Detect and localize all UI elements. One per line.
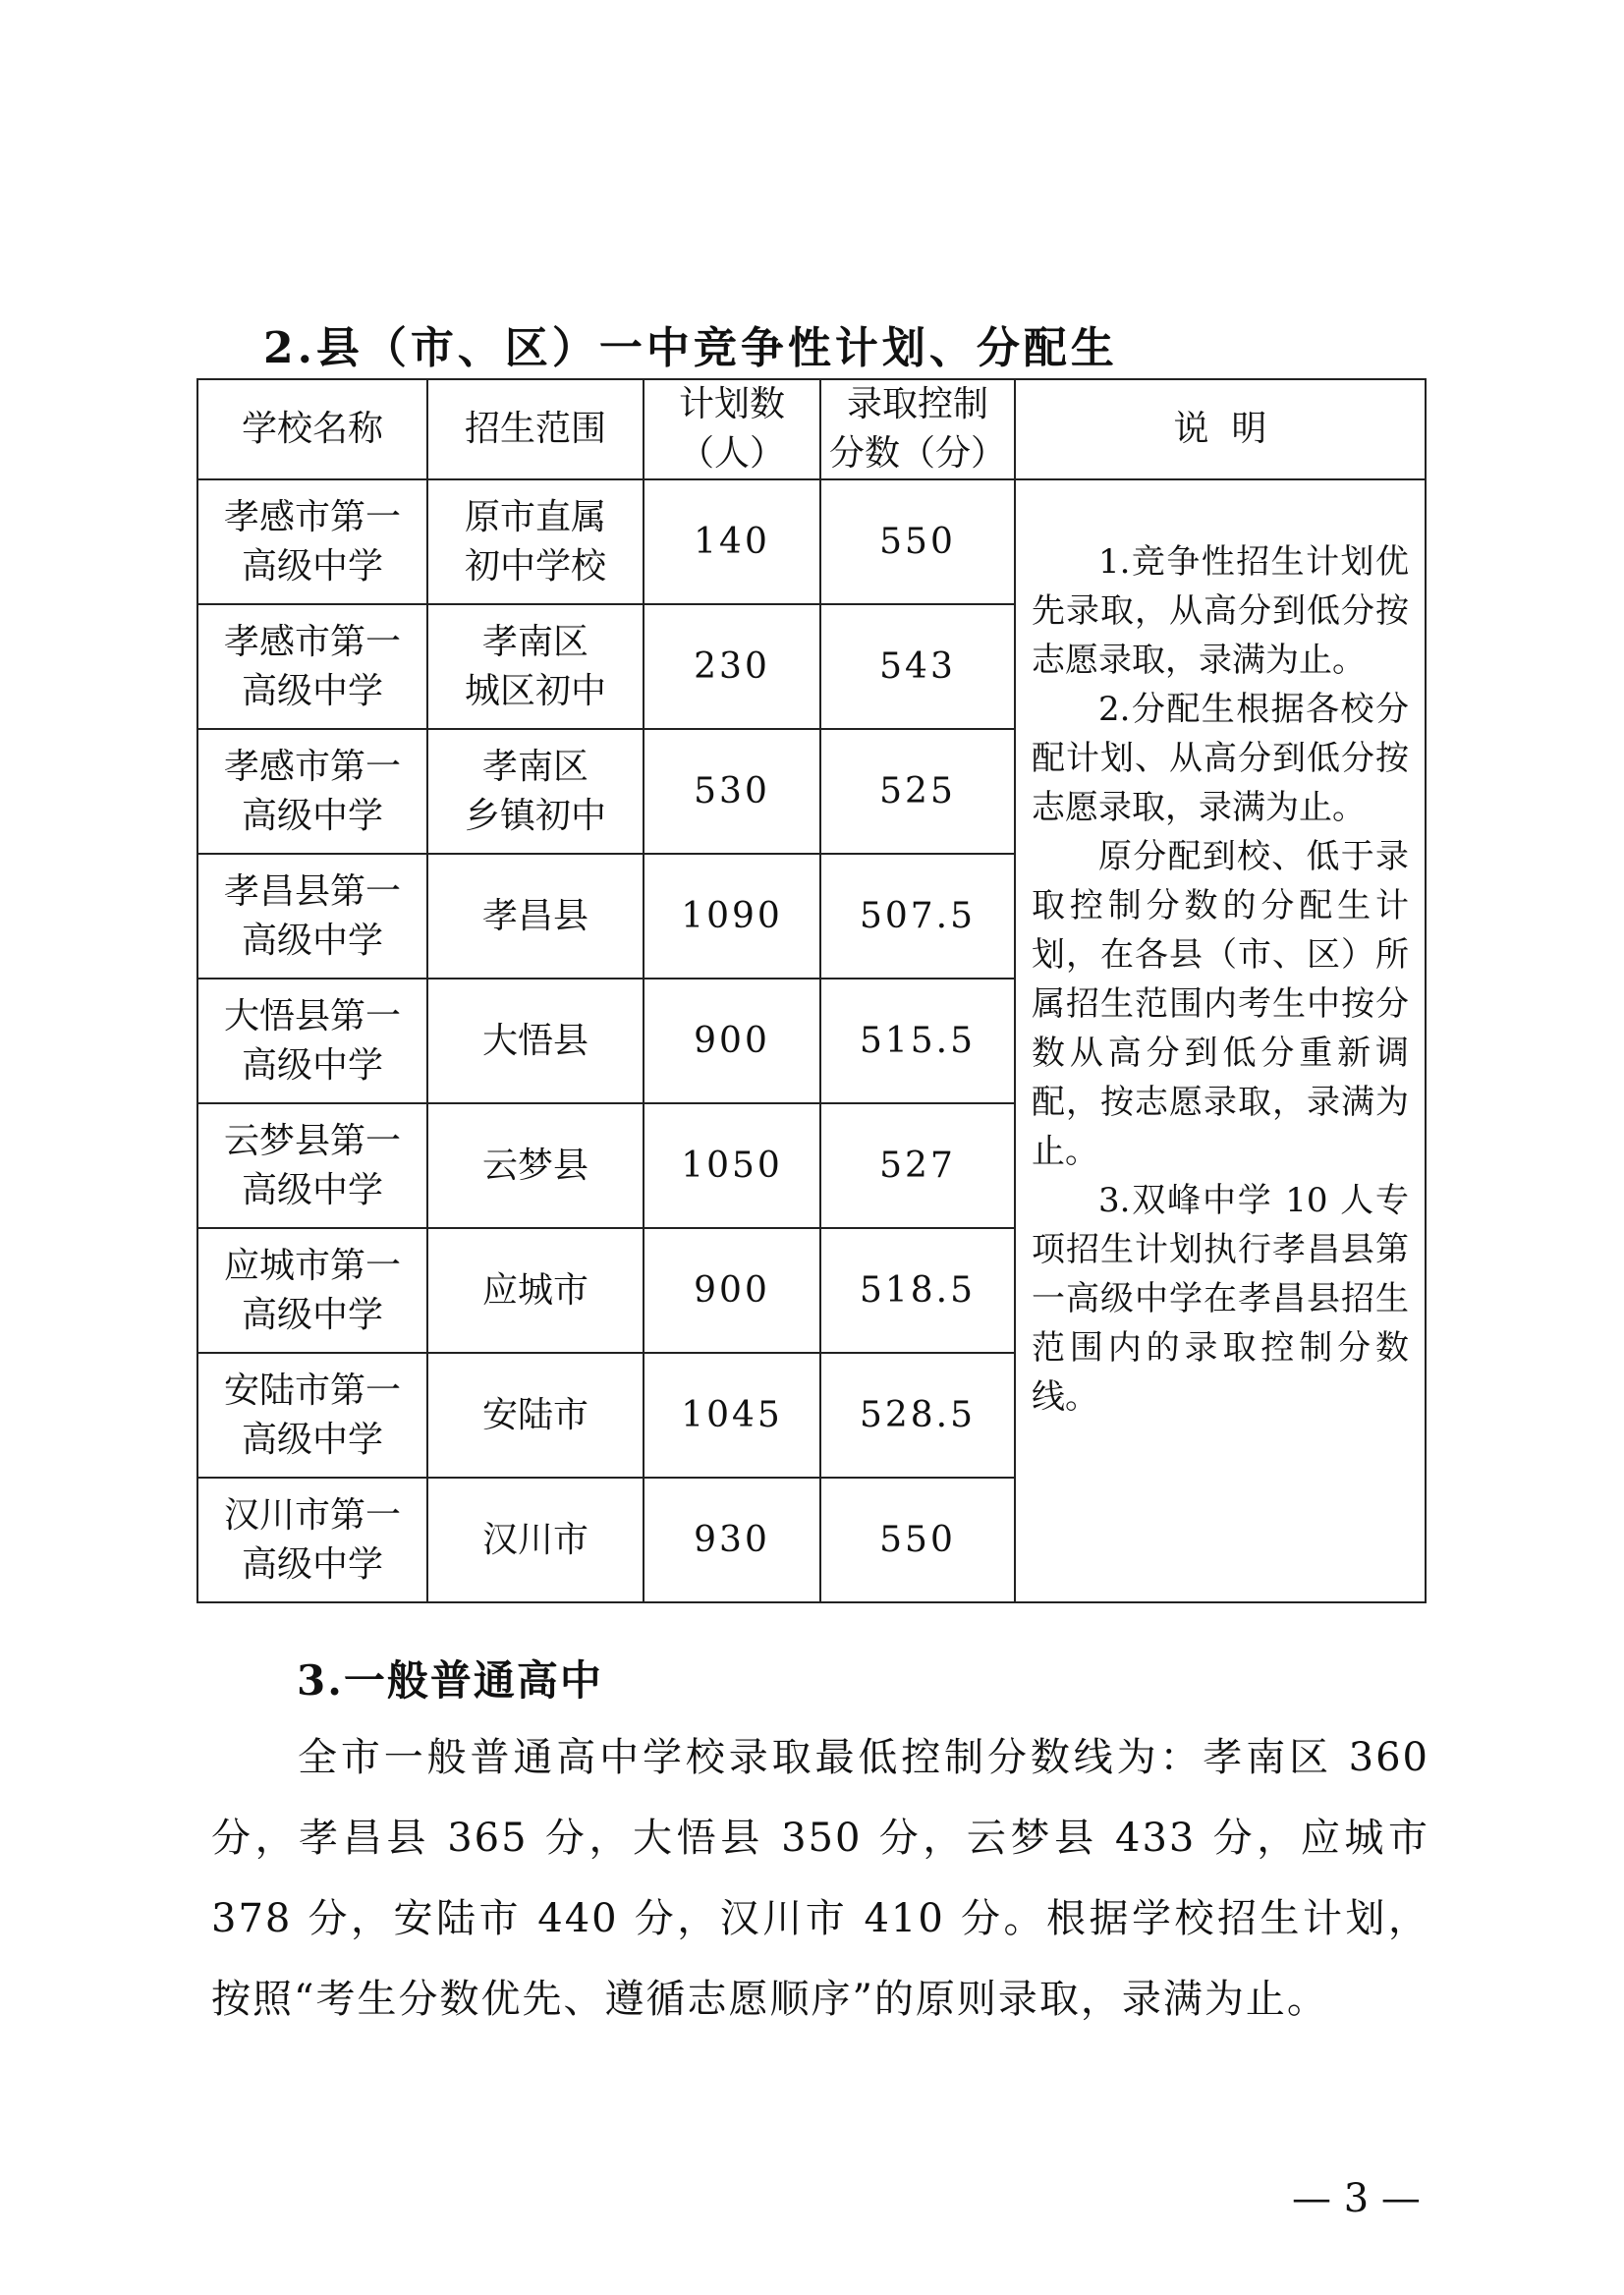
scope-cell: 孝南区 乡镇初中 <box>427 729 644 854</box>
school-cell: 应城市第一 高级中学 <box>197 1228 427 1353</box>
score-cell: 518.5 <box>820 1228 1015 1353</box>
score-cell: 515.5 <box>820 979 1015 1103</box>
plan-cell: 1090 <box>644 854 820 979</box>
plan-cell: 930 <box>644 1478 820 1602</box>
school-cell: 孝感市第一 高级中学 <box>197 604 427 729</box>
plan-cell: 1045 <box>644 1353 820 1478</box>
page-number: — 3 — <box>1292 2176 1421 2221</box>
school-cell: 安陆市第一 高级中学 <box>197 1353 427 1478</box>
table-header-row <box>197 379 1426 479</box>
scope-cell: 孝昌县 <box>427 854 644 979</box>
scope-cell: 汉川市 <box>427 1478 644 1602</box>
section-3-paragraph: 全市一般普通高中学校录取最低控制分数线为：孝南区 360 分，孝昌县 365 分，大悟县 350 分，云梦县 433 分，应城市 378 分，安陆市 440 分，汉川市 410 分。根据学校招生计划，按照“考生分数优先、遵循志愿顺序”的原则录取，录满为止。 <box>211 1735 1429 2022</box>
plan-cell: 1050 <box>644 1103 820 1228</box>
header-control-score: 录取控制 分数（分） <box>820 379 1015 479</box>
scope-cell: 安陆市 <box>427 1353 644 1478</box>
header-plan-count: 计划数 （人） <box>644 379 820 479</box>
header-school-name: 学校名称 <box>197 379 427 479</box>
school-cell: 汉川市第一 高级中学 <box>197 1478 427 1602</box>
score-cell: 525 <box>820 729 1015 854</box>
score-cell: 550 <box>820 479 1015 604</box>
table-row <box>197 479 1426 604</box>
plan-cell: 530 <box>644 729 820 854</box>
note-paragraph-1: 1.竞争性招生计划优先录取，从高分到低分按志愿录取，录满为止。 <box>1032 542 1409 680</box>
plan-cell: 900 <box>644 979 820 1103</box>
score-cell: 543 <box>820 604 1015 729</box>
score-cell: 528.5 <box>820 1353 1015 1478</box>
school-cell: 孝感市第一 高级中学 <box>197 479 427 604</box>
scope-cell: 原市直属 初中学校 <box>427 479 644 604</box>
note-paragraph-4: 3.双峰中学 10 人专项招生计划执行孝昌县第一高级中学在孝昌县招生范围内的录取控制分数线。 <box>1032 1181 1409 1417</box>
scope-cell: 应城市 <box>427 1228 644 1353</box>
scope-cell: 大悟县 <box>427 979 644 1103</box>
plan-cell: 900 <box>644 1228 820 1353</box>
note-paragraph-3: 原分配到校、低于录取控制分数的分配生计划，在各县（市、区）所属招生范围内考生中按分数从高分到低分重新调配，按志愿录取，录满为止。 <box>1032 837 1409 1171</box>
score-cell: 550 <box>820 1478 1015 1602</box>
score-cell: 527 <box>820 1103 1015 1228</box>
score-cell: 507.5 <box>820 854 1015 979</box>
section-3-heading: 3.一般普通高中 <box>297 1656 603 1705</box>
header-enrollment-scope: 招生范围 <box>427 379 644 479</box>
admission-table <box>196 378 1427 1603</box>
plan-cell: 230 <box>644 604 820 729</box>
note-paragraph-2: 2.分配生根据各校分配计划、从高分到低分按志愿录取，录满为止。 <box>1032 690 1409 827</box>
scope-cell: 孝南区 城区初中 <box>427 604 644 729</box>
header-notes: 说 明 <box>1015 379 1426 479</box>
notes-cell <box>1015 479 1426 1602</box>
school-cell: 孝昌县第一 高级中学 <box>197 854 427 979</box>
school-cell: 云梦县第一 高级中学 <box>197 1103 427 1228</box>
school-cell: 大悟县第一 高级中学 <box>197 979 427 1103</box>
section-2-heading: 2.县（市、区）一中竞争性计划、分配生 <box>263 323 1118 373</box>
plan-cell: 140 <box>644 479 820 604</box>
school-cell: 孝感市第一 高级中学 <box>197 729 427 854</box>
scope-cell: 云梦县 <box>427 1103 644 1228</box>
